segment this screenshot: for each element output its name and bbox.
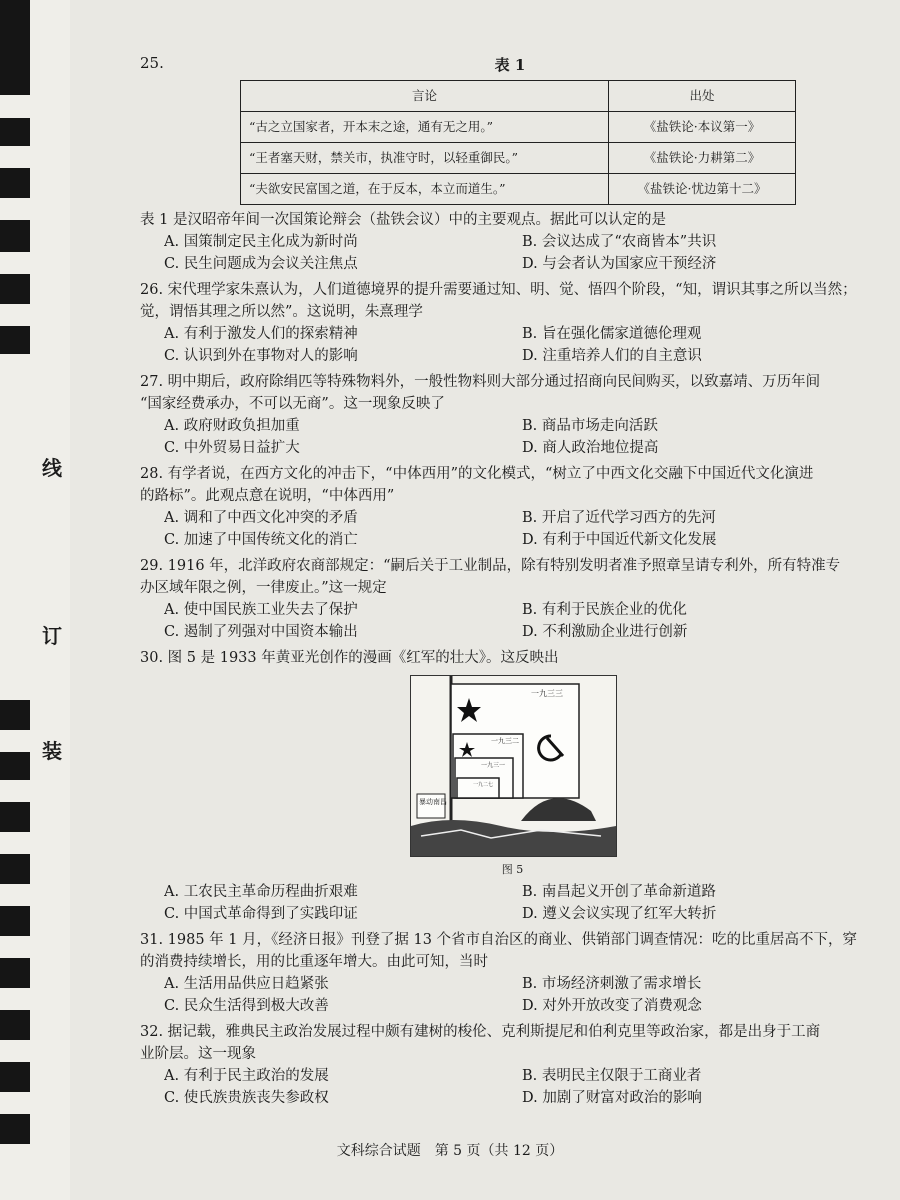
binding-stripe (0, 958, 30, 988)
option-d[interactable]: D. 与会者认为国家应干预经济 (522, 256, 717, 272)
option-d[interactable]: D. 有利于中国近代新文化发展 (522, 532, 717, 548)
option-d[interactable]: D. 对外开放改变了消费观念 (522, 998, 702, 1014)
binding-stripe (0, 854, 30, 884)
flag-year-1933: 一九三三 (531, 689, 563, 698)
option-list (140, 973, 880, 1017)
helmet-icon (521, 798, 596, 821)
question-stem: 表 1 是汉昭帝年间一次国策论辩会（盐铁会议）中的主要观点。据此可以认定的是 (140, 212, 666, 228)
question-stem-line: 觉，谓悟其理之所以然”。这说明，朱熹理学 (140, 304, 423, 320)
figure-5 (410, 675, 615, 881)
binding-stripe (0, 700, 30, 730)
table-row (241, 174, 796, 205)
question-26 (140, 279, 880, 367)
binding-stripe (0, 168, 30, 198)
binding-stripe (0, 1062, 30, 1092)
option-c[interactable]: C. 认识到外在事物对人的影响 (164, 348, 358, 364)
flag-year-1927: 一九二七 (473, 782, 494, 788)
option-b[interactable]: B. 会议达成了“农商皆本”共识 (522, 234, 717, 250)
cartoon-drawing (411, 676, 616, 856)
table-cell-quote: “王者塞天财，禁关市，执准守时，以轻重御民。” (241, 143, 609, 174)
question-stem-line: 27. 明中期后，政府除绢匹等特殊物料外，一般性物料则大部分通过招商向民间购买，以致嘉靖、万历年间 (140, 374, 821, 390)
option-a[interactable]: A. 调和了中西文化冲突的矛盾 (164, 510, 358, 526)
option-c[interactable]: C. 民众生活得到极大改善 (164, 998, 329, 1014)
question-stem-line: 32. 据记载，雅典民主政治发展过程中颇有建树的梭伦、克利斯提尼和伯利克里等政治家，都是出身于工商 (140, 1024, 821, 1040)
binding-stripe (0, 802, 30, 832)
question-32 (140, 1021, 880, 1109)
option-b[interactable]: B. 开启了近代学习西方的先河 (522, 510, 716, 526)
binding-label-bind: 装 (42, 739, 62, 763)
question-29 (140, 555, 880, 643)
table-header-source: 出处 (609, 81, 796, 112)
question-31 (140, 929, 880, 1017)
option-c[interactable]: C. 遏制了列强对中国资本输出 (164, 624, 358, 640)
flag-year-1931: 一九三一 (481, 762, 506, 769)
question-number: 25. (140, 54, 164, 72)
table-cell-source: 《盐铁论·力耕第二》 (609, 143, 796, 174)
option-a[interactable]: A. 生活用品供应日趋紧张 (164, 976, 329, 992)
table-cell-source: 《盐铁论·忧边第十二》 (609, 174, 796, 205)
option-a[interactable]: A. 使中国民族工业失去了保护 (164, 602, 358, 618)
option-c[interactable]: C. 加速了中国传统文化的消亡 (164, 532, 358, 548)
red-army-cartoon (410, 675, 617, 857)
option-list (140, 323, 880, 367)
option-a[interactable]: A. 国策制定民主化成为新时尚 (164, 234, 358, 250)
option-list (140, 415, 880, 459)
quotes-table (240, 80, 796, 205)
option-c[interactable]: C. 中外贸易日益扩大 (164, 440, 300, 456)
option-b[interactable]: B. 旨在强化儒家道德伦理观 (522, 326, 702, 342)
binding-stripe (0, 752, 30, 780)
option-a[interactable]: A. 工农民主革命历程曲折艰难 (164, 884, 358, 900)
option-b[interactable]: B. 南昌起义开创了革命新道路 (522, 884, 716, 900)
question-stem-line: 31. 1985 年 1 月，《经济日报》刊登了据 13 个省市自治区的商业、供销部门调查情况：吃的比重居高不下，穿 (140, 932, 858, 948)
option-a[interactable]: A. 政府财政负担加重 (164, 418, 300, 434)
binding-label-order: 订 (42, 624, 62, 648)
option-d[interactable]: D. 注重培养人们的自主意识 (522, 348, 702, 364)
table-header-quote: 言论 (241, 81, 609, 112)
binding-stripe (0, 274, 30, 304)
option-c[interactable]: C. 使氏族贵族丧失参政权 (164, 1090, 329, 1106)
question-stem-line: 的路标”。此观点意在说明，“中体西用” (140, 488, 395, 504)
option-b[interactable]: B. 有利于民族企业的优化 (522, 602, 687, 618)
question-stem-line: 办区域年限之例，一律废止。”这一规定 (140, 580, 387, 596)
figure-caption: 图 5 (501, 863, 524, 876)
cartoon-sign-text: 暴动南昌 (419, 798, 447, 806)
question-stem-line: 业阶层。这一现象 (140, 1046, 256, 1062)
binding-stripe (0, 220, 30, 252)
page-footer: 文科综合试题 第 5 页（共 12 页） (336, 1143, 564, 1159)
flag-year-1932: 一九三二 (491, 737, 519, 745)
table-cell-quote: “古之立国家者，开本末之途，通有无之用。” (241, 112, 609, 143)
question-stem-line: 28. 有学者说，在西方文化的冲击下，“中体西用”的文化模式，“树立了中西文化交融下中国近代文化演进 (140, 466, 814, 482)
option-list (140, 1065, 880, 1109)
table-cell-quote: “夫欲安民富国之道，在于反本，本立而道生。” (241, 174, 609, 205)
question-stem-line: “国家经费承办，不可以无商”。这一现象反映了 (140, 396, 445, 412)
binding-stripe (0, 0, 30, 95)
question-stem-line: 29. 1916 年，北洋政府农商部规定：“嗣后关于工业制品，除有特别发明者准予照章呈请专利外，所有特准专 (140, 558, 841, 574)
option-c[interactable]: C. 民生问题成为会议关注焦点 (164, 256, 358, 272)
option-a[interactable]: A. 有利于民主政治的发展 (164, 1068, 329, 1084)
option-c[interactable]: C. 中国式革命得到了实践印证 (164, 906, 358, 922)
table-title: 表 1 (494, 56, 526, 74)
table-row (241, 143, 796, 174)
question-28 (140, 463, 880, 551)
option-d[interactable]: D. 不利激励企业进行创新 (522, 624, 688, 640)
binding-margin (0, 0, 70, 1200)
binding-stripe (0, 118, 30, 146)
option-b[interactable]: B. 商品市场走向活跃 (522, 418, 658, 434)
question-stem: 30. 图 5 是 1933 年黄亚光创作的漫画《红军的壮大》。这反映出 (140, 650, 559, 666)
option-list (140, 881, 880, 925)
option-d[interactable]: D. 商人政治地位提高 (522, 440, 659, 456)
binding-stripe (0, 906, 30, 936)
question-stem-line: 26. 宋代理学家朱熹认为，人们道德境界的提升需要通过知、明、觉、悟四个阶段，“知，谓识其事之所以当然； (140, 282, 857, 298)
table-header-row (241, 81, 796, 112)
question-25 (140, 209, 880, 275)
option-list (140, 507, 880, 551)
option-a[interactable]: A. 有利于激发人们的探索精神 (164, 326, 358, 342)
binding-label-line: 线 (42, 456, 62, 480)
exam-sheet (140, 40, 880, 1109)
option-b[interactable]: B. 市场经济刺激了需求增长 (522, 976, 702, 992)
option-list (140, 231, 880, 275)
question-stem-line: 的消费持续增长，用的比重逐年增大。由此可知，当时 (140, 954, 488, 970)
option-d[interactable]: D. 加剧了财富对政治的影响 (522, 1090, 702, 1106)
option-d[interactable]: D. 遵义会议实现了红军大转折 (522, 906, 717, 922)
binding-stripe (0, 326, 30, 354)
table-cell-source: 《盐铁论·本议第一》 (609, 112, 796, 143)
option-list (140, 599, 880, 643)
binding-stripe (0, 1010, 30, 1040)
option-b[interactable]: B. 表明民主仅限于工商业者 (522, 1068, 702, 1084)
question-27 (140, 371, 880, 459)
question-30 (140, 647, 880, 925)
table-row (241, 112, 796, 143)
